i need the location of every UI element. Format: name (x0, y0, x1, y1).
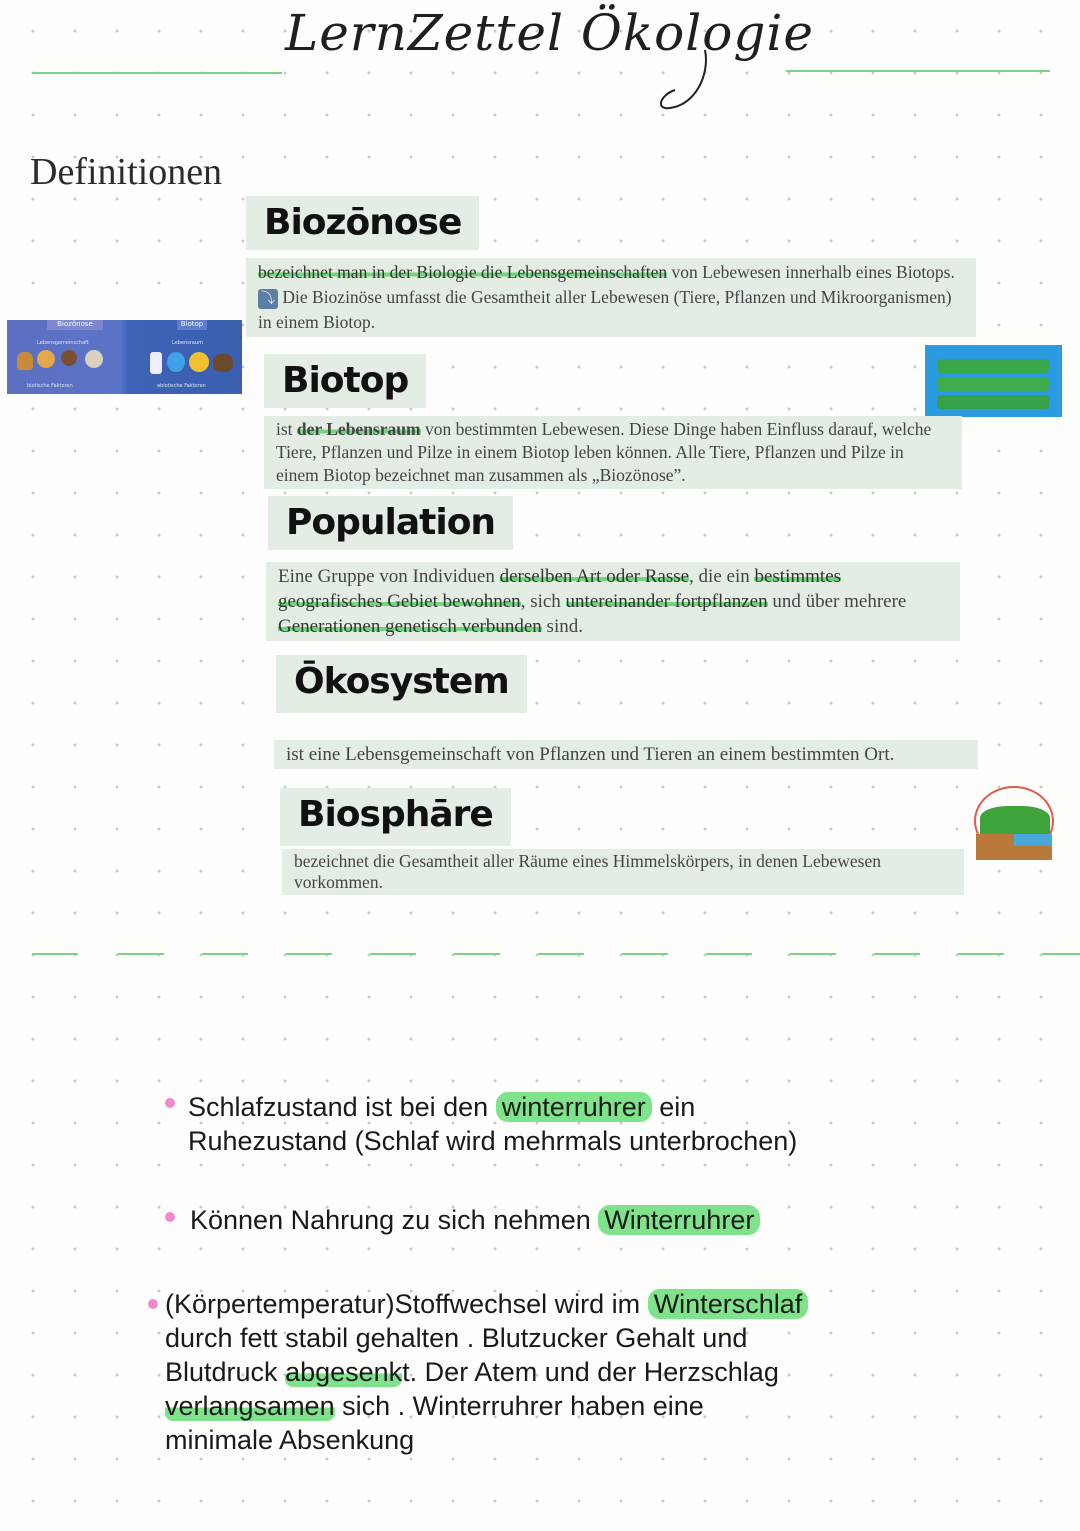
highlight: Winterruhrer (598, 1205, 760, 1235)
highlight: Generationen genetisch verbunden (278, 616, 542, 637)
bullet-point (165, 1098, 175, 1108)
section-title: Definitionen (30, 151, 223, 193)
definition-biotop: ist der Lebensraum von bestimmten Lebewesen. Diese Dinge haben Einfluss darauf, welche Tiere, Pflanzen und Pilze in einem Biotop leben können. Alle Tiere, Pflanzen und Pilze in einem Biotop bezeichnet man zusammen als „Biozönose”. (264, 416, 962, 489)
highlight: derselben Art oder Rasse (499, 566, 690, 587)
organism-icon (61, 350, 77, 366)
thermometer-icon (150, 352, 162, 374)
term-biosphaere: Biosphāre (280, 788, 511, 846)
biozoenose-biotop-image: Biozönose Biotop Lebensgemeinschaft Lebensraum biotische Faktoren abiotische Faktoren (7, 320, 242, 394)
note-3: (Körpertemperatur)Stoffwechsel wird im Winterschlaf durch fett stabil gehalten . Blutzucker Gehalt und Blutdruck abgesenkt. Der Atem und der Herzschlag verlangsamen sich . Winterruhrer haben eine minimale Absenkung (165, 1287, 885, 1457)
biotop-image (925, 345, 1062, 417)
sun-icon (189, 352, 209, 372)
bullet-point (148, 1299, 158, 1309)
definition-population: Eine Gruppe von Individuen derselben Art oder Rasse, die ein bestimmtes geografisches Gebiet bewohnen, sich untereinander fortpflanzen und über mehrere Generationen genetisch verbunden sind. (266, 562, 960, 641)
term-population: Population (268, 496, 513, 550)
highlight: untereinander fortpflanzen (565, 591, 768, 612)
fungus-icon (37, 350, 55, 368)
header-rule-left (32, 72, 282, 74)
deer-icon (17, 352, 33, 370)
highlight: bestimmtes geografisches Gebiet bewohnen (278, 566, 842, 612)
definition-biosphaere: bezeichnet die Gesamtheit aller Räume eines Himmelskörpers, in denen Lebewesen vorkommen. (282, 849, 964, 895)
note-1: Schlafzustand ist bei den winterruhrer ein Ruhezustand (Schlaf wird mehrmals unterbrochen) (188, 1092, 798, 1156)
title-swash (650, 20, 730, 115)
image-label-a: Biozönose (47, 320, 103, 330)
section-divider (30, 953, 1080, 957)
water-drop-icon (167, 352, 185, 372)
soil-icon (213, 354, 233, 372)
term-oekosystem: Ōkosystem (276, 655, 527, 713)
highlight: Winterschlaf (648, 1289, 809, 1319)
biosphere-image (962, 778, 1072, 870)
highlight: winterruhrer (496, 1092, 652, 1122)
definition-biozoenose: bezeichnet man in der Biologie die Lebensgemeinschaften von Lebewesen innerhalb eines Biotops. ⤵ Die Biozinöse umfasst die Gesamtheit aller Lebewesen (Tiere, Pflanzen und Mikroorganismen) in einem Biotop. (246, 258, 976, 337)
arrow-down-icon: ⤵ (258, 289, 278, 309)
microbe-icon (85, 350, 103, 368)
note-2: Können Nahrung zu sich nehmen Winterruhrer (190, 1203, 890, 1237)
highlight: abgesenk (285, 1357, 403, 1387)
page-title: LernZettel Ökologie (285, 4, 814, 62)
term-biotop: Biotop (264, 354, 426, 408)
term-biozoenose: Biozōnose (246, 196, 479, 250)
definition-oekosystem: ist eine Lebensgemeinschaft von Pflanzen und Tieren an einem bestimmten Ort. (274, 740, 978, 769)
header-rule-right (786, 70, 1050, 72)
highlight: der Lebensraum (296, 419, 421, 439)
bullet-point (165, 1212, 175, 1222)
highlight: bezeichnet man in der Biologie die Lebensgemeinschaften (258, 262, 668, 282)
highlight: verlangsamen (165, 1391, 335, 1421)
image-label-b: Biotop (177, 320, 207, 330)
